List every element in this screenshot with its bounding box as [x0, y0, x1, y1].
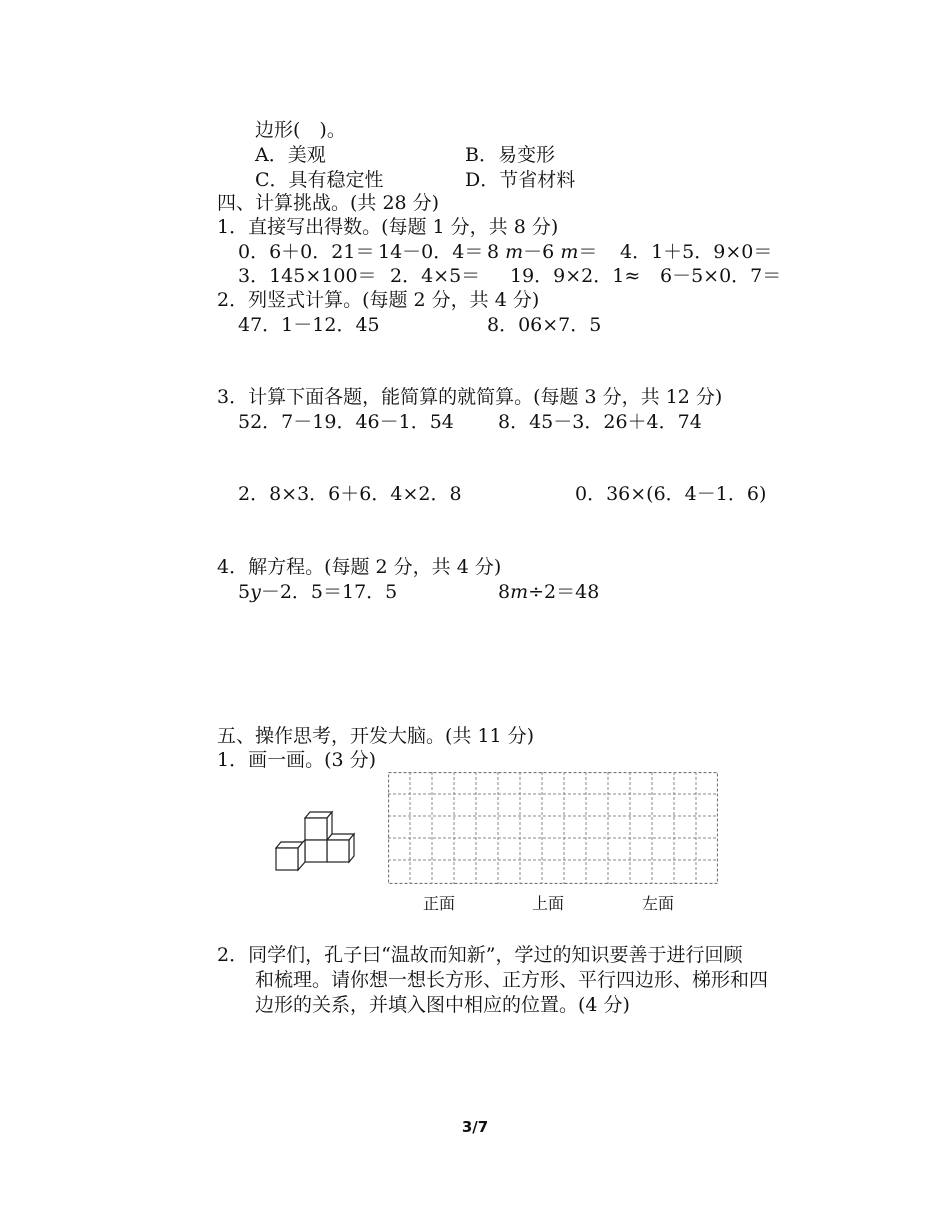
- page-number: 3/7: [461, 1118, 489, 1136]
- q4-eq-2-a: 8: [498, 581, 511, 603]
- q4-title: 4．解方程。(每题 2 分，共 4 分): [217, 556, 502, 578]
- section-4-title: 四、计算挑战。(共 28 分): [217, 192, 440, 214]
- q3-item-4: 0．36×(6．4－1．6): [575, 483, 767, 505]
- q2-title: 2．列竖式计算。(每题 2 分，共 4 分): [217, 289, 540, 311]
- q1-item-3-a: 8: [487, 241, 506, 263]
- option-a[interactable]: [255, 143, 326, 167]
- var-m: m: [560, 241, 579, 263]
- s5-q2-line-1: 2．同学们，孔子曰“温故而知新”，学过的知识要善于进行回顾: [217, 944, 743, 966]
- q1-item-1: 0．6＋0．21＝: [238, 241, 375, 263]
- option-c-key: C．: [255, 169, 289, 191]
- q2-item-2: 8．06×7．5: [487, 314, 602, 336]
- option-a-text: 美观: [287, 144, 326, 166]
- q1-item-3-c: ＝: [578, 241, 598, 263]
- option-b-text: 易变形: [497, 144, 555, 166]
- q1-item-3: [487, 240, 597, 264]
- q2-item-1: 47．1－12．45: [238, 314, 380, 336]
- option-d-key: D．: [465, 169, 500, 191]
- q4-eq-1-a: 5: [238, 581, 251, 603]
- var-m: m: [505, 241, 524, 263]
- label-top: 上面: [532, 894, 565, 913]
- q1-item-7: 19．9×2．1≈: [510, 265, 641, 287]
- s5-q1-title: 1．画一画。(3 分): [217, 749, 377, 771]
- s5-q2-line-2: 和梳理。请你想一想长方形、正方形、平行四边形、梯形和四: [255, 969, 769, 991]
- option-c-text: 具有稳定性: [288, 169, 384, 191]
- option-a-key: A．: [255, 144, 288, 166]
- cube-stack-figure: [272, 808, 362, 872]
- q1-item-2: 14－0．4＝: [378, 241, 484, 263]
- drawing-grid[interactable]: [388, 772, 718, 884]
- q1-item-3-b: －6: [523, 241, 561, 263]
- label-front: 正面: [423, 894, 456, 913]
- option-d[interactable]: [465, 168, 575, 192]
- q1-title: 1．直接写出得数。(每题 1 分，共 8 分): [217, 216, 559, 238]
- option-b[interactable]: [465, 143, 555, 167]
- option-d-text: 节省材料: [499, 169, 576, 191]
- var-m: m: [510, 581, 529, 603]
- q1-item-4: 4．1＋5．9×0＝: [620, 241, 773, 263]
- q1-item-6: 2．4×5＝: [390, 265, 481, 287]
- q3-item-1: 52．7－19．46－1．54: [238, 411, 454, 433]
- option-b-key: B．: [465, 144, 498, 166]
- q1-item-5: 3．145×100＝: [238, 265, 377, 287]
- q4-eq-1: [238, 580, 397, 604]
- q4-eq-1-b: －2．5＝17．5: [260, 581, 398, 603]
- option-c[interactable]: [255, 168, 384, 192]
- s5-q2-line-3: 边形的关系，并填入图中相应的位置。(4 分): [255, 994, 630, 1016]
- q3-title: 3．计算下面各题，能简算的就简算。(每题 3 分，共 12 分): [217, 386, 723, 408]
- label-left: 左面: [642, 894, 675, 913]
- q3-item-3: 2．8×3．6＋6．4×2．8: [238, 483, 462, 505]
- section-5-title: 五、操作思考，开发大脑。(共 11 分): [217, 725, 535, 747]
- q4-eq-2-b: ÷2＝48: [528, 581, 600, 603]
- var-y: y: [250, 581, 261, 603]
- intro-continued-text: 边形( )。: [255, 119, 346, 141]
- q3-item-2: 8．45－3．26＋4．74: [498, 411, 702, 433]
- q1-item-8: 6－5×0．7＝: [660, 265, 782, 287]
- q4-eq-2: [498, 580, 599, 604]
